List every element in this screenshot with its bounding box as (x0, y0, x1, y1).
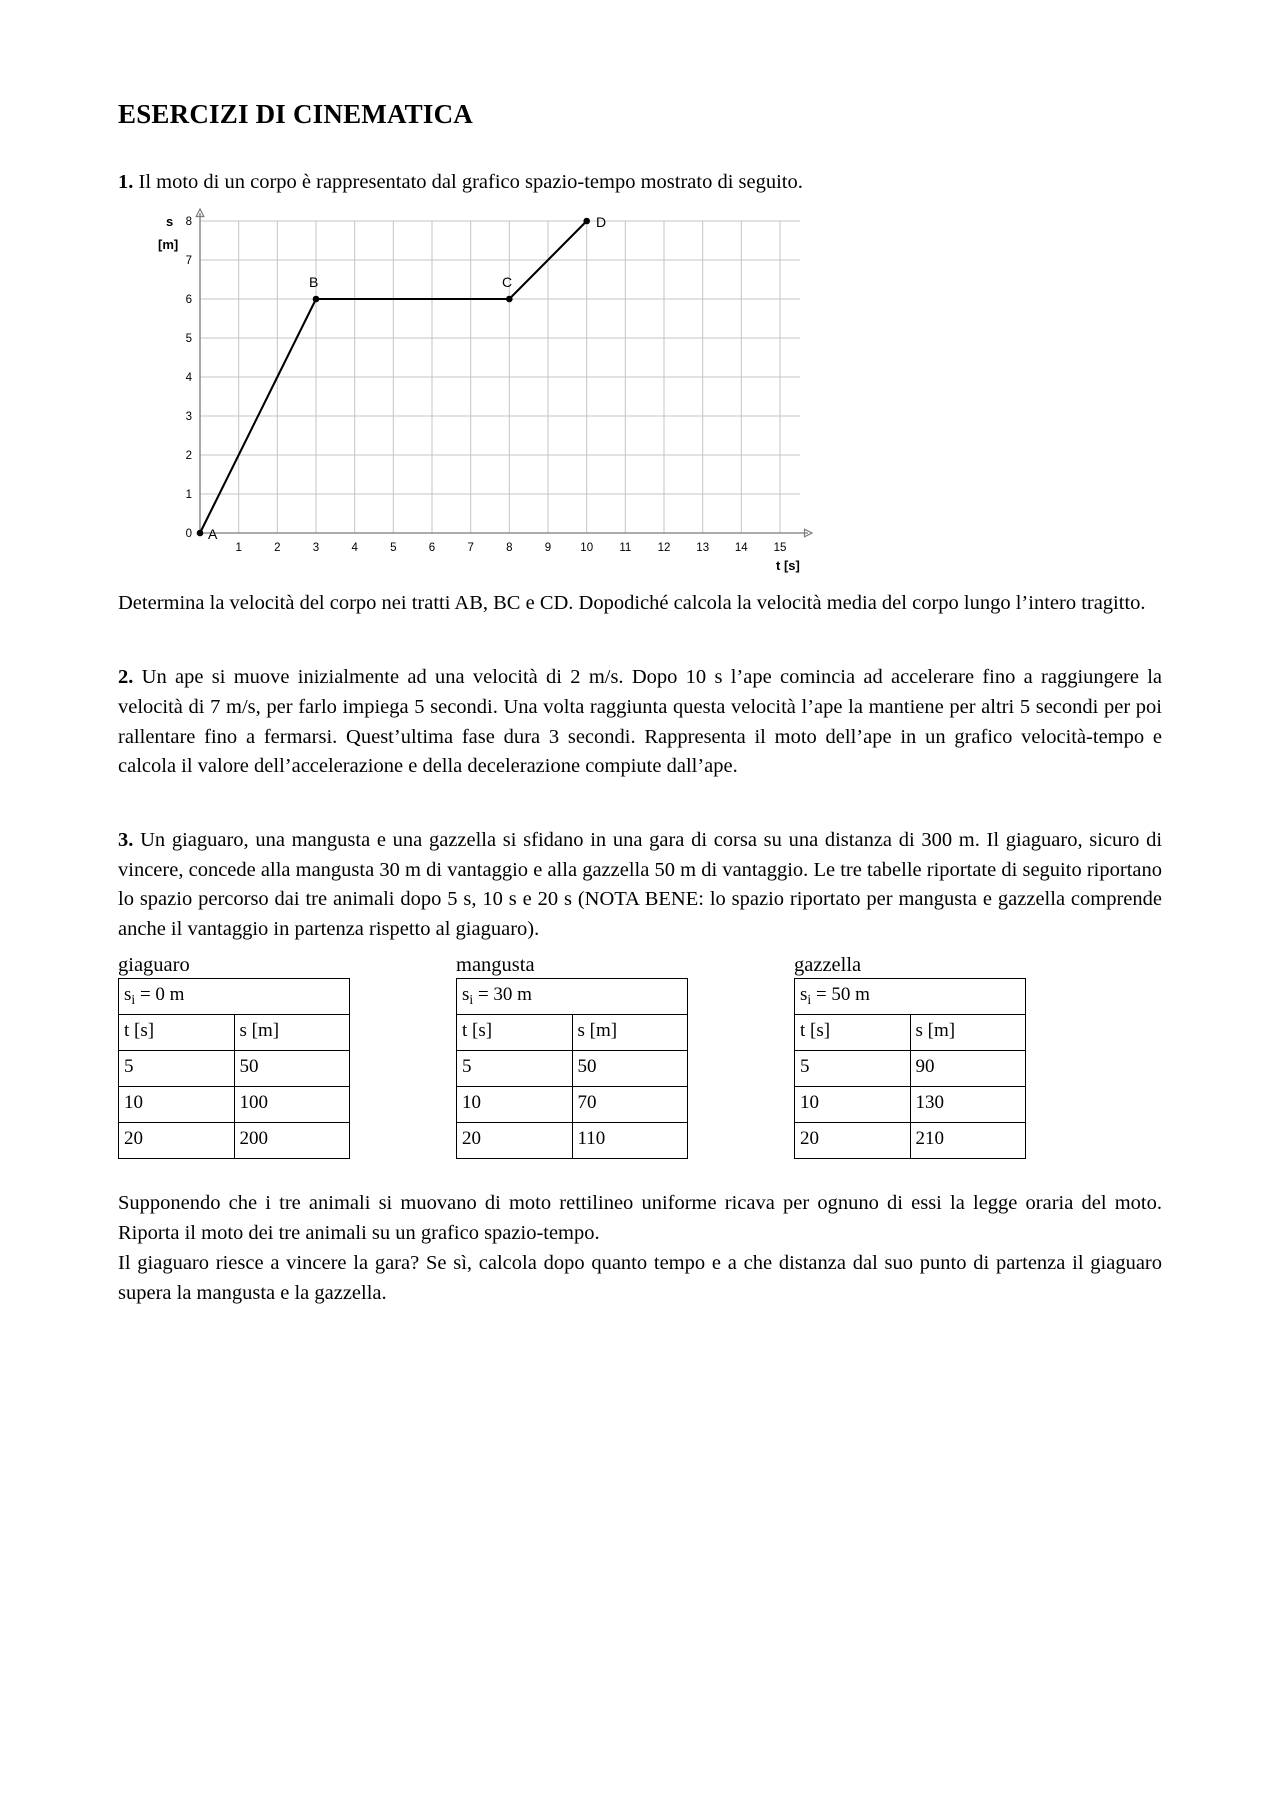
y-tick-5: 5 (185, 333, 192, 346)
x-tick-11: 11 (619, 542, 632, 555)
chart-gridlines (200, 221, 800, 533)
x-tick-15: 15 (773, 542, 787, 555)
y-axis-title-line2: [m] (158, 237, 179, 253)
data-point-B (313, 296, 320, 303)
column-header-time: t [s] (457, 1015, 573, 1051)
table-giaguaro (118, 978, 350, 1159)
x-tick-6: 6 (428, 542, 436, 555)
cell-space: 130 (910, 1087, 1026, 1123)
column-header-time: t [s] (119, 1015, 235, 1051)
column-header-space: s [m] (572, 1015, 688, 1051)
chart-axis-titles (158, 214, 800, 573)
exercise-2 (118, 663, 1162, 782)
table-block-mangusta (456, 953, 688, 1160)
table-row (119, 1087, 350, 1123)
x-axis-title: t [s] (776, 558, 800, 574)
chart-x-tick-labels (235, 542, 786, 554)
table-row (795, 1087, 1026, 1123)
cell-time: 10 (457, 1087, 573, 1123)
table-block-giaguaro (118, 953, 350, 1160)
exercise-2-text: Un ape si muove inizialmente ad una velocità di 2 m/s. Dopo 10 s l’ape comincia ad accelerare fino a raggiungere la velocità di 7 m/s, per farlo impiega 5 secondi. Una volta raggiunta questa velocità l’ape la mantiene per altri 5 secondi per poi rallentare fino a fermarsi. Quest’ultima fase dura 3 secondi. Rappresenta il moto dell’ape in un grafico velocità-tempo e calcola il valore dell’accelerazione e della decelerazione compiute dall’ape. (118, 666, 1163, 778)
cell-space: 50 (234, 1051, 350, 1087)
cell-time: 10 (119, 1087, 235, 1123)
table-row (457, 1015, 688, 1051)
exercise-2-number: 2. (118, 666, 134, 689)
cell-space: 200 (234, 1123, 350, 1159)
y-tick-1: 1 (185, 489, 192, 502)
table-row (795, 1051, 1026, 1087)
point-label-A: A (208, 526, 218, 543)
cell-space: 210 (910, 1123, 1026, 1159)
cell-space: 50 (572, 1051, 688, 1087)
y-tick-7: 7 (185, 255, 192, 268)
cell-time: 20 (795, 1123, 911, 1159)
table-mangusta (456, 978, 688, 1159)
column-header-space: s [m] (910, 1015, 1026, 1051)
x-tick-8: 8 (506, 542, 513, 555)
x-tick-5: 5 (390, 542, 397, 555)
space-time-chart-svg (140, 203, 840, 574)
exercise-3-question-part1: Supponendo che i tre animali si muovano di moto rettilineo uniforme ricava per ognuno di essi la legge oraria del moto. Riporta il moto dei tre animali su un grafico spazio-tempo. (118, 1192, 1162, 1245)
space-time-chart (140, 203, 840, 574)
x-tick-9: 9 (544, 542, 552, 555)
table-row (795, 1123, 1026, 1159)
column-header-time: t [s] (795, 1015, 911, 1051)
table-row (457, 979, 688, 1015)
exercise-1-number: 1. (118, 170, 134, 193)
x-tick-2: 2 (274, 542, 281, 555)
x-tick-13: 13 (696, 542, 710, 555)
table-row (795, 979, 1026, 1015)
table-row (795, 1015, 1026, 1051)
x-tick-14: 14 (734, 542, 748, 555)
table-row (119, 1051, 350, 1087)
table-row (457, 1123, 688, 1159)
cell-space: 90 (910, 1051, 1026, 1087)
cell-space: 70 (572, 1087, 688, 1123)
cell-time: 10 (795, 1087, 911, 1123)
table-row (457, 1087, 688, 1123)
data-point-C (506, 296, 513, 303)
table-row (119, 1015, 350, 1051)
y-tick-3: 3 (185, 411, 192, 424)
exercise-1-intro (118, 168, 1162, 198)
exercise-3 (118, 826, 1162, 945)
y-tick-4: 4 (185, 372, 192, 385)
table-caption-mangusta: mangusta (456, 953, 535, 976)
chart-y-tick-labels (186, 216, 193, 540)
point-label-C: C (502, 274, 513, 291)
chart-point-labels (208, 214, 606, 542)
x-tick-10: 10 (580, 542, 594, 555)
x-tick-3: 3 (312, 542, 320, 555)
x-tick-4: 4 (351, 542, 358, 555)
y-tick-0: 0 (185, 528, 192, 541)
initial-position-cell: $s_i = 50$ m (795, 979, 1026, 1015)
x-tick-1: 1 (235, 542, 242, 555)
y-tick-6: 6 (185, 294, 192, 307)
animal-data-tables (118, 953, 1162, 1160)
initial-position-cell: $s_i = 30$ m (457, 979, 688, 1015)
table-row (119, 979, 350, 1015)
y-axis-title-line1: s (166, 214, 174, 230)
exercise-3-question-part2: Il giaguaro riesce a vincere la gara? Se sì, calcola dopo quanto tempo e a che distanza dal suo punto di partenza il giaguaro supera la mangusta e la gazzella. (118, 1251, 1162, 1304)
initial-position-cell: $s_i = 0$ m (119, 979, 350, 1015)
point-label-B: B (309, 274, 319, 291)
chart-axes (196, 209, 812, 537)
exercise-3-number: 3. (118, 829, 134, 851)
x-tick-12: 12 (657, 542, 671, 555)
exercise-1-question: Determina la velocità del corpo nei tratti AB, BC e CD. Dopodiché calcola la velocità media del corpo lungo l’intero tragitto. (118, 592, 1146, 615)
data-point-D (583, 218, 590, 225)
exercise-3-text: Un giaguaro, una mangusta e una gazzella si sfidano in una gara di corsa su una distanza di 300 m. Il giaguaro, sicuro di vincere, concede alla mangusta 30 m di vantaggio e alla gazzella 50 m di vantaggio. Le tre tabelle riportate di seguito riportano lo spazio percorso dai tre animali dopo 5 s, 10 s e 20 s (NOTA BENE: lo spazio riportato per mangusta e gazzella comprende anche il vantaggio in partenza rispetto al giaguaro). (118, 829, 1163, 941)
table-caption-gazzella: gazzella (794, 953, 862, 976)
exercise-1-intro-text: Il moto di un corpo è rappresentato dal grafico spazio-tempo mostrato di seguito. (138, 170, 803, 193)
x-tick-7: 7 (467, 542, 474, 555)
cell-space: 100 (234, 1087, 350, 1123)
page-title: ESERCIZI DI CINEMATICA (118, 99, 473, 129)
cell-time: 5 (795, 1051, 911, 1087)
column-header-space: s [m] (234, 1015, 350, 1051)
point-label-D: D (596, 214, 607, 231)
cell-space: 110 (572, 1123, 688, 1159)
y-tick-2: 2 (185, 450, 192, 463)
cell-time: 20 (457, 1123, 573, 1159)
table-row (119, 1123, 350, 1159)
y-tick-8: 8 (185, 216, 192, 229)
table-gazzella (794, 978, 1026, 1159)
cell-time: 5 (119, 1051, 235, 1087)
cell-time: 5 (457, 1051, 573, 1087)
table-block-gazzella (794, 953, 1026, 1160)
table-caption-giaguaro: giaguaro (118, 953, 190, 976)
data-point-A (197, 530, 204, 537)
cell-time: 20 (119, 1123, 235, 1159)
table-row (457, 1051, 688, 1087)
